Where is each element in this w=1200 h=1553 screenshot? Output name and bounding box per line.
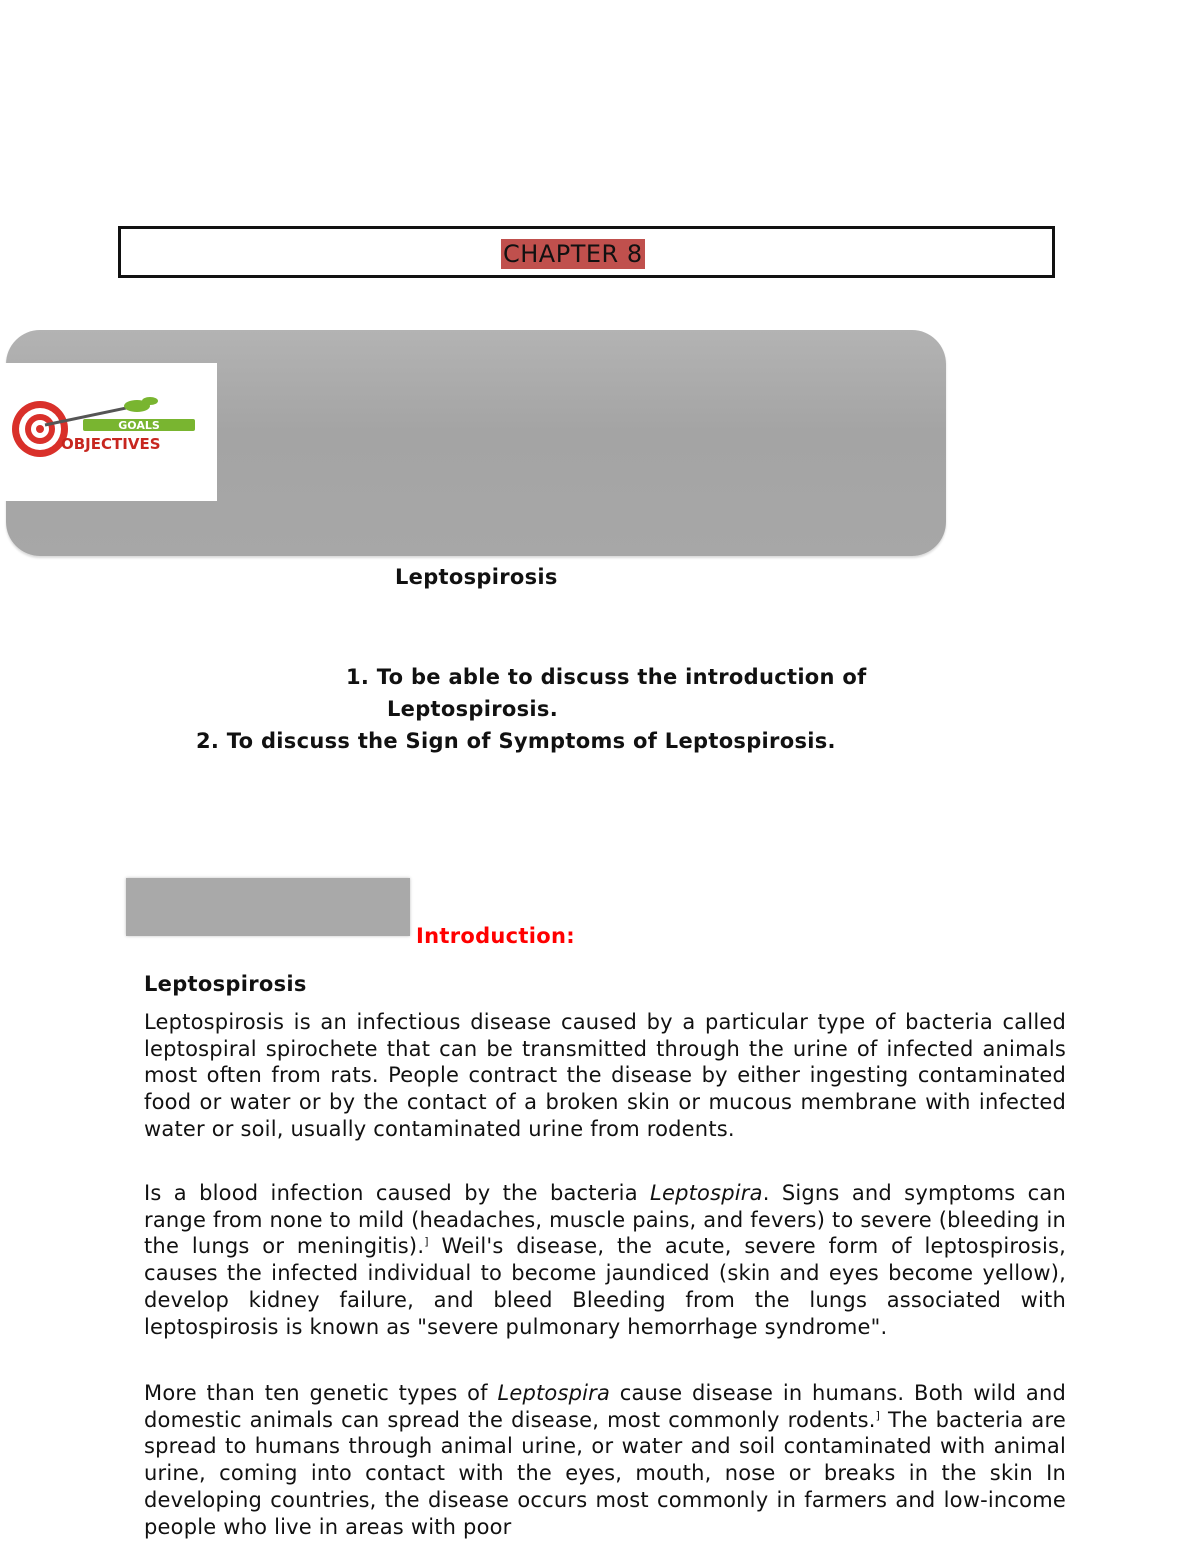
svg-text:GOALS: GOALS xyxy=(118,419,160,432)
intro-paragraph-1: Leptospirosis is an infectious disease caused by a particular type of bacteria called leptospiral spirochete that can be transmitted through the urine of infected animals most often from rats. People contract the disease by either ingesting contaminated food or water or by the contact of a broken skin or mucous membrane with infected water or soil, usually contaminated urine from rodents. xyxy=(144,1010,1066,1141)
svg-text:OBJECTIVES: OBJECTIVES xyxy=(61,435,161,453)
goals-objectives-logo xyxy=(3,363,217,501)
intro-paragraph-3: More than ten genetic types of Leptospira cause disease in humans. Both wild and domestic animals can spread the disease, most commonly rodents.] The bacteria are spread to humans through animal urine, or water and soil contaminated with animal urine, coming into contact with the eyes, mouth, nose or breaks in the skin In developing countries, the disease occurs most commonly in farmers and low-income people who live in areas with poor xyxy=(144,1381,1066,1539)
topic-title: Leptospirosis xyxy=(395,565,558,589)
leptospira-term: Leptospira xyxy=(497,1381,611,1405)
chapter-title: CHAPTER 8 xyxy=(503,240,643,268)
introduction-heading: Introduction: xyxy=(416,924,575,948)
section-label-block xyxy=(126,878,410,936)
target-dart-icon xyxy=(3,363,217,501)
introduction-subheading: Leptospirosis xyxy=(144,972,307,996)
leptospira-term: Leptospira xyxy=(650,1181,763,1205)
objective-1-line1: 1. To be able to discuss the introduction of xyxy=(346,665,867,689)
objective-2: 2. To discuss the Sign of Symptoms of Leptospirosis. xyxy=(196,729,836,753)
objective-1-line2: Leptospirosis. xyxy=(387,697,559,721)
citation-marker: ] xyxy=(424,1235,429,1249)
intro-paragraph-2: Is a blood infection caused by the bacteria Leptospira. Signs and symptoms can range from none to mild (headaches, muscle pains, and fevers) to severe (bleeding in the lungs or meningitis).] Weil's disease, the acute, severe form of leptospirosis, causes the infected individual to become jaundiced (skin and eyes become yellow), develop kidney failure, and bleed Bleeding from the lungs associated with leptospirosis is known as "severe pulmonary hemorrhage syndrome". xyxy=(144,1181,1066,1339)
citation-marker: ] xyxy=(875,1408,881,1422)
